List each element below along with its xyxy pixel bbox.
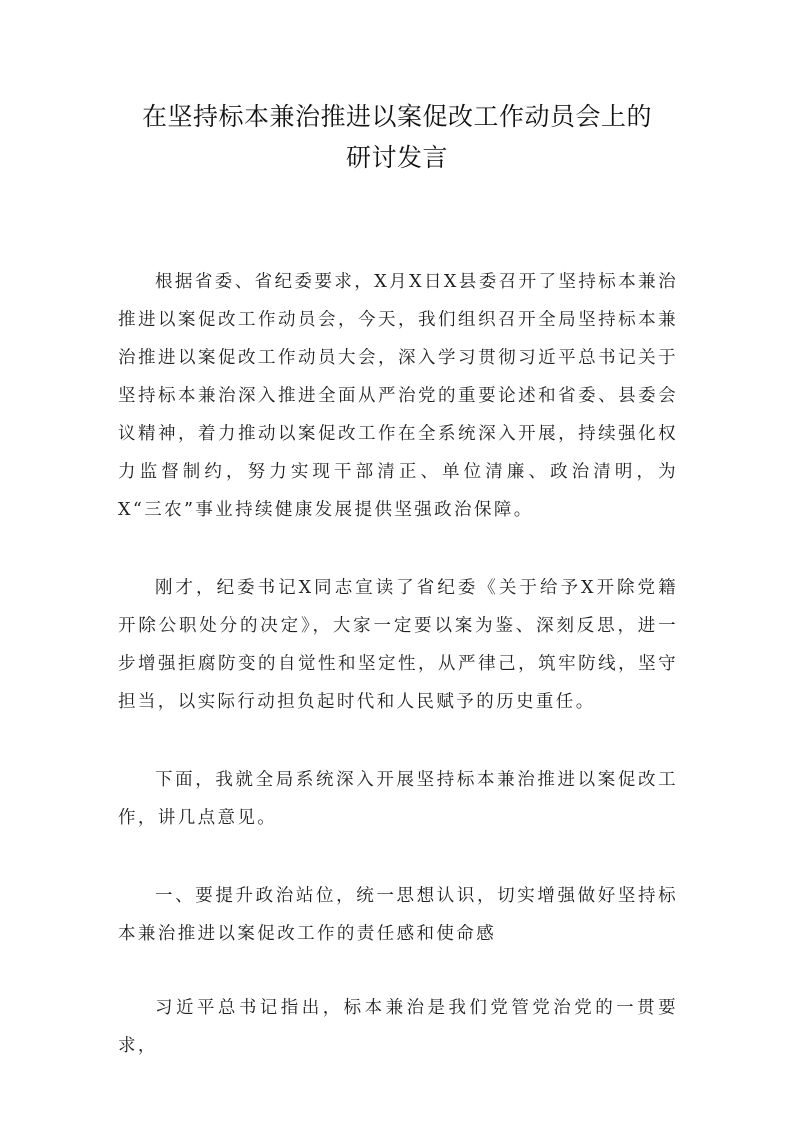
paragraph-transition: 下面，我就全局系统深入开展坚持标本兼治推进以案促改工作，讲几点意见。 (118, 770, 678, 828)
paragraph-quote: 习近平总书记指出，标本兼治是我们党管党治党的一贯要求， (118, 998, 678, 1056)
paragraph-warning: 刚才，纪委书记X同志宣读了省纪委《关于给予X开除党籍开除公职处分的决定》，大家一定要以案为鉴、深刻反思，进一步增强拒腐防变的自觉性和坚定性，从严律己，筑牢防线，坚守担当，以实际行动担负起时代和人民赋予的历史重任。 (118, 578, 678, 712)
title-line-1: 在坚持标本兼治推进以案促改工作动员会上的 (141, 102, 652, 131)
document-body (118, 263, 678, 1105)
section-heading-1: 一、要提升政治站位，统一思想认识，切实增强做好坚持标本兼治推进以案促改工作的责任感和使命感 (118, 886, 678, 944)
title-line-2: 研讨发言 (345, 143, 448, 172)
paragraph-intro: 根据省委、省纪委要求，X月X日X县委召开了坚持标本兼治推进以案促改工作动员会，今天，我们组织召开全局坚持标本兼治推进以案促改工作动员大会，深入学习贯彻习近平总书记关于坚持标本兼治深入推进全面从严治党的重要论述和省委、县委会议精神，着力推动以案促改工作在全系统深入开展，持续强化权力监督制约，努力实现干部清正、单位清廉、政治清明，为X“三农”事业持续健康发展提供坚强政治保障。 (118, 272, 678, 520)
document-title (0, 96, 794, 178)
